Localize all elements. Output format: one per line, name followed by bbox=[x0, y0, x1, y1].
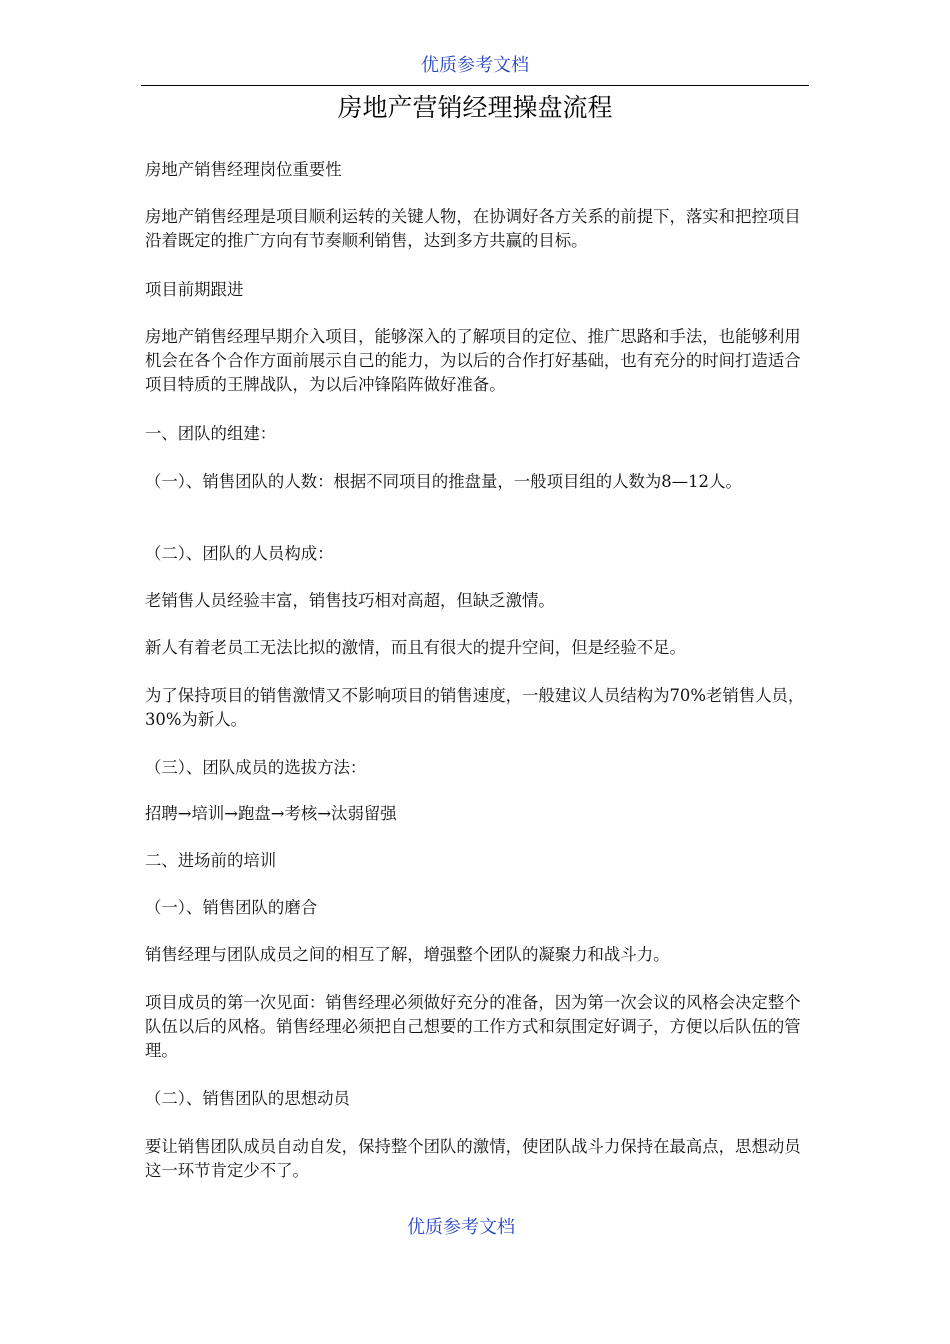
paragraph-subheading: （一）、销售团队的磨合 bbox=[145, 898, 318, 917]
paragraph-text: 新人有着老员工无法比拟的激情，而且有很大的提升空间，但是经验不足。 bbox=[145, 638, 686, 657]
paragraph-section-heading: 一、团队的组建： bbox=[145, 424, 277, 443]
paragraph-text: 招聘→培训→跑盘→考核→汰弱留强 bbox=[145, 804, 397, 823]
paragraph-text: 要让销售团队成员自动自发，保持整个团队的激情，使团队战斗力保持在最高点，思想动员这一环节肯定少不了。 bbox=[145, 1137, 801, 1180]
paragraph-section-heading: 房地产销售经理岗位重要性 bbox=[145, 160, 342, 179]
page-footer: 优质参考文档 bbox=[407, 1217, 515, 1238]
paragraph-section-heading: 项目前期跟进 bbox=[145, 280, 244, 299]
paragraph-text: 老销售人员经验丰富，销售技巧相对高超，但缺乏激情。 bbox=[145, 591, 555, 610]
paragraph-subheading: （二）、团队的人员构成： bbox=[145, 544, 334, 563]
paragraph-text: 项目成员的第一次见面：销售经理必须做好充分的准备，因为第一次会议的风格会决定整个队伍以后的风格。销售经理必须把自己想要的工作方式和氛围定好调子，方便以后队伍的管理。 bbox=[145, 993, 801, 1060]
paragraph-text: 为了保持项目的销售激情又不影响项目的销售速度，一般建议人员结构为70%老销售人员，30%为新人。 bbox=[145, 686, 805, 729]
paragraph-text: 销售经理与团队成员之间的相互了解，增强整个团队的凝聚力和战斗力。 bbox=[145, 945, 670, 964]
paragraph-section-heading: 二、进场前的培训 bbox=[145, 851, 277, 870]
page-header: 优质参考文档 bbox=[421, 55, 529, 76]
paragraph-subheading: （二）、销售团队的思想动员 bbox=[145, 1089, 350, 1108]
paragraph-text: 房地产销售经理早期介入项目，能够深入的了解项目的定位、推广思路和手法，也能够利用机会在各个合作方面前展示自己的能力，为以后的合作打好基础，也有充分的时间打造适合项目特质的王牌战队，为以后冲锋陷阵做好准备。 bbox=[145, 327, 801, 394]
paragraph-subheading: （三）、团队成员的选拔方法： bbox=[145, 758, 367, 777]
document-title: 房地产营销经理操盘流程 bbox=[337, 93, 613, 122]
paragraph-text: 房地产销售经理是项目顺利运转的关键人物，在协调好各方关系的前提下，落实和把控项目沿着既定的推广方向有节奏顺利销售，达到多方共赢的目标。 bbox=[145, 207, 801, 250]
paragraph-text: （一）、销售团队的人数：根据不同项目的推盘量，一般项目组的人数为8—12人。 bbox=[145, 472, 742, 491]
